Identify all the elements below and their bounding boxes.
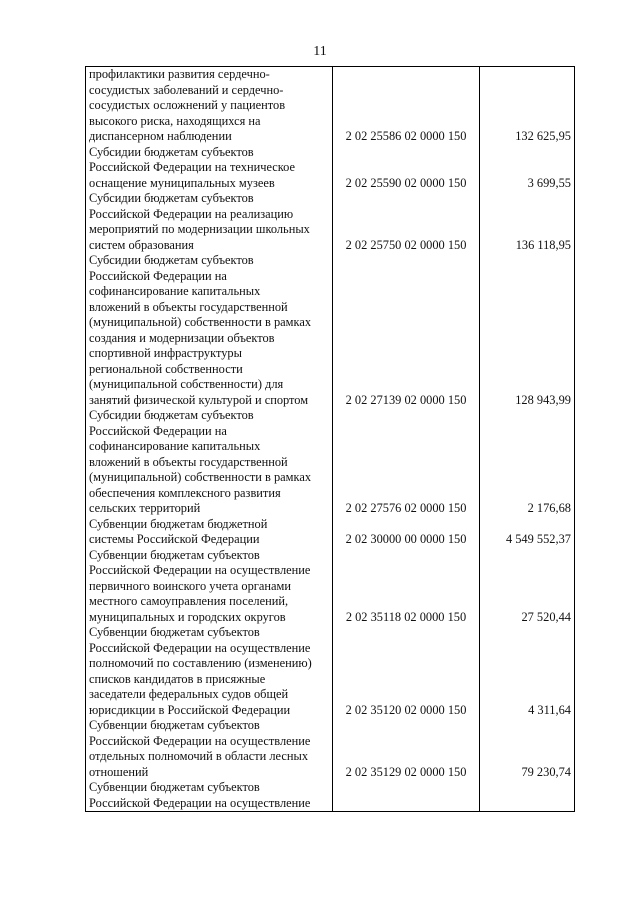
amount-cell: 79 230,74 — [480, 718, 575, 780]
budget-code-cell: 2 02 35120 02 0000 150 — [333, 625, 480, 718]
revenue-name-cell: Субсидии бюджетам субъектов Российской Федерации на софинансирование капитальных вложений в объекты государственной (муниципальной) собственности в рамках обеспечения комплексного развития сельских территорий — [86, 408, 333, 517]
budget-code-cell — [333, 780, 480, 812]
amount-cell: 4 311,64 — [480, 625, 575, 718]
revenue-name-cell: профилактики развития сердечно- сосудистых заболеваний и сердечно- сосудистых осложнений у пациентов высокого риска, находящихся на диспансерном наблюдении — [86, 67, 333, 145]
budget-revenue-table — [85, 66, 575, 812]
amount-cell: 27 520,44 — [480, 548, 575, 626]
budget-code-cell: 2 02 27139 02 0000 150 — [333, 253, 480, 408]
amount-cell: 2 176,68 — [480, 408, 575, 517]
amount-cell: 3 699,55 — [480, 145, 575, 192]
budget-code-cell: 2 02 27576 02 0000 150 — [333, 408, 480, 517]
table-row — [86, 780, 575, 812]
budget-code-cell: 2 02 35129 02 0000 150 — [333, 718, 480, 780]
amount-cell — [480, 780, 575, 812]
table-row — [86, 625, 575, 718]
revenue-name-cell: Субсидии бюджетам субъектов Российской Федерации на техническое оснащение муниципальных музеев — [86, 145, 333, 192]
revenue-name-cell: Субсидии бюджетам субъектов Российской Федерации на реализацию мероприятий по модернизации школьных систем образования — [86, 191, 333, 253]
amount-cell: 128 943,99 — [480, 253, 575, 408]
budget-code-cell: 2 02 25750 02 0000 150 — [333, 191, 480, 253]
revenue-name-cell: Субвенции бюджетам субъектов Российской Федерации на осуществление отдельных полномочий в области лесных отношений — [86, 718, 333, 780]
table-row — [86, 253, 575, 408]
amount-cell: 136 118,95 — [480, 191, 575, 253]
budget-code-cell: 2 02 25590 02 0000 150 — [333, 145, 480, 192]
table-row — [86, 67, 575, 145]
budget-code-cell: 2 02 30000 00 0000 150 — [333, 517, 480, 548]
table-row — [86, 191, 575, 253]
revenue-name-cell: Субсидии бюджетам субъектов Российской Федерации на софинансирование капитальных вложений в объекты государственной (муниципальной) собственности в рамках создания и модернизации объектов спортивной инфраструктуры региональной собственности (муниципальной собственности) для занятий физической культурой и спортом — [86, 253, 333, 408]
budget-code-cell: 2 02 25586 02 0000 150 — [333, 67, 480, 145]
revenue-name-cell: Субвенции бюджетам субъектов Российской Федерации на осуществление полномочий по составлению (изменению) списков кандидатов в присяжные заседатели федеральных судов общей юрисдикции в Российской Федерации — [86, 625, 333, 718]
table-row — [86, 408, 575, 517]
amount-cell: 4 549 552,37 — [480, 517, 575, 548]
amount-cell: 132 625,95 — [480, 67, 575, 145]
revenue-name-cell: Субвенции бюджетам бюджетной системы Российской Федерации — [86, 517, 333, 548]
table-row — [86, 517, 575, 548]
table-row — [86, 548, 575, 626]
revenue-name-cell: Субвенции бюджетам субъектов Российской Федерации на осуществление первичного воинского учета органами местного самоуправления поселений, муниципальных и городских округов — [86, 548, 333, 626]
revenue-name-cell: Субвенции бюджетам субъектов Российской Федерации на осуществление — [86, 780, 333, 812]
page-number: 11 — [313, 44, 327, 59]
budget-code-cell: 2 02 35118 02 0000 150 — [333, 548, 480, 626]
table-row — [86, 718, 575, 780]
table-row — [86, 145, 575, 192]
